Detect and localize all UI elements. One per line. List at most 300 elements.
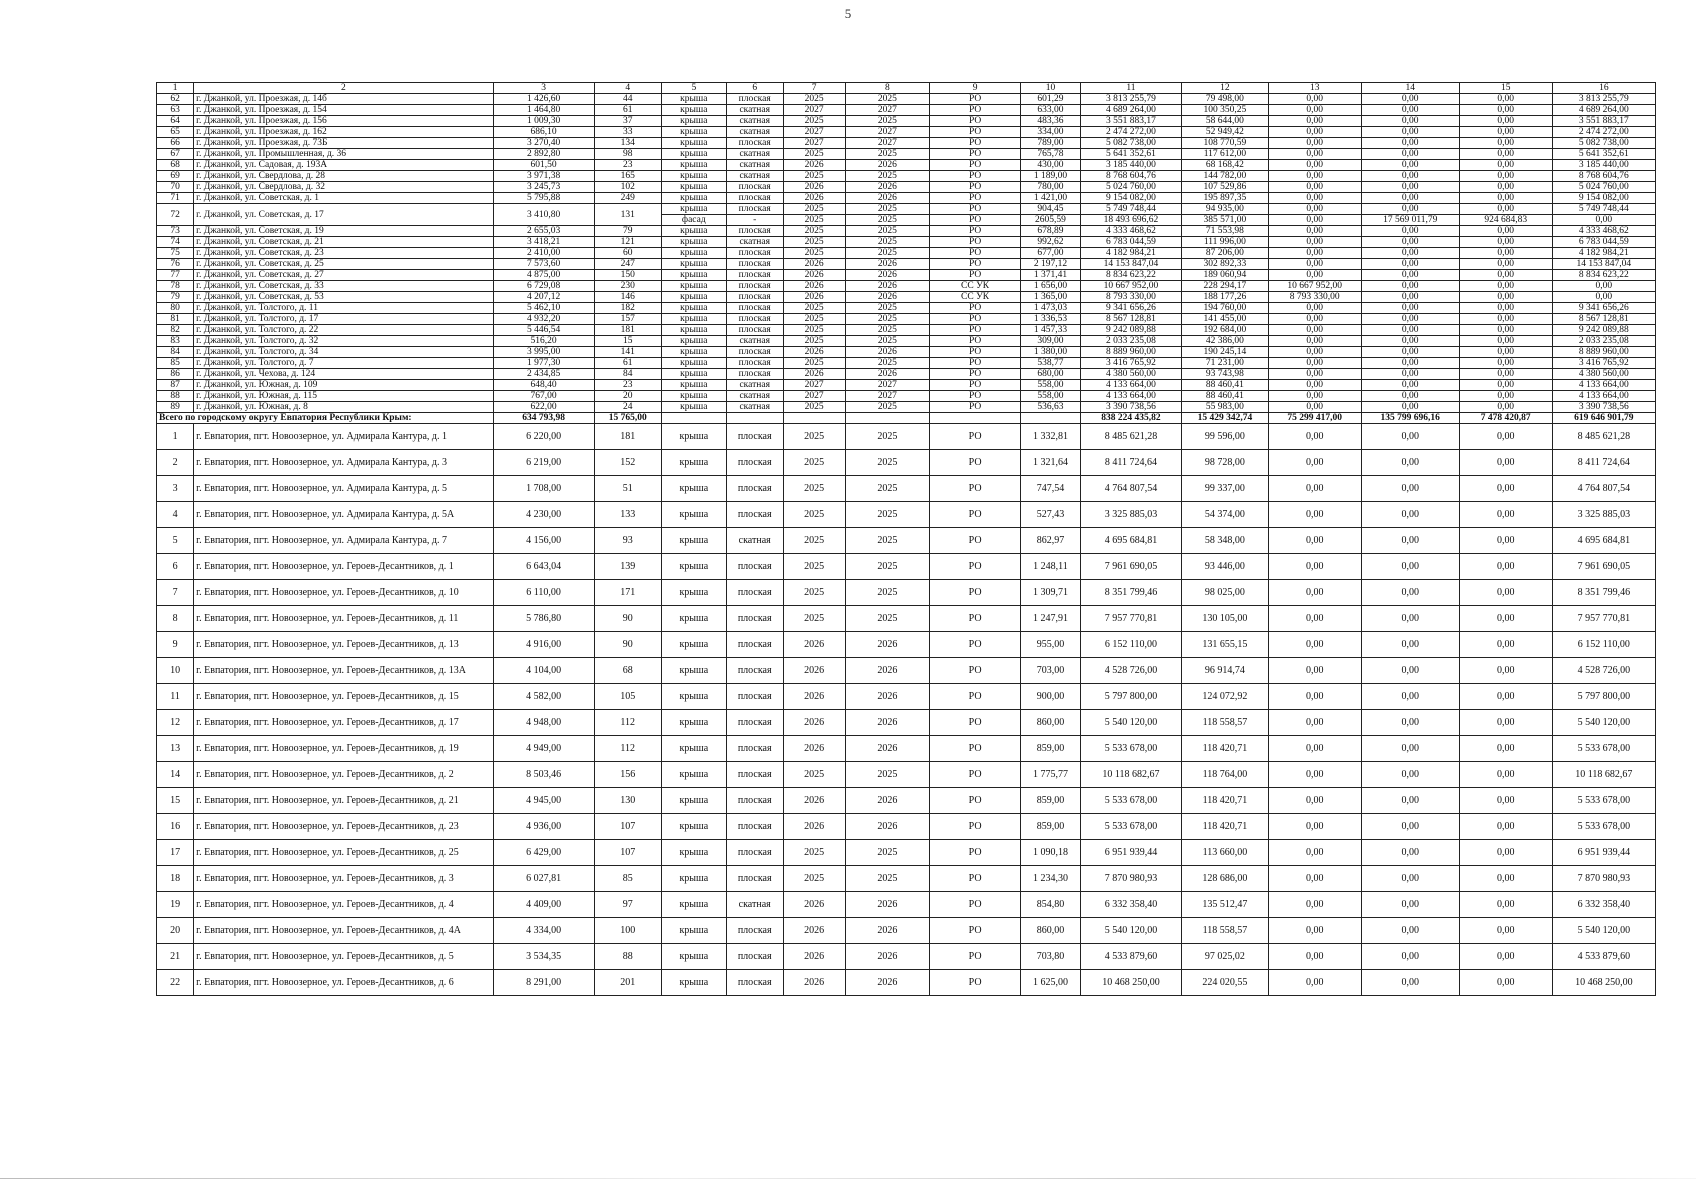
row-number-cell: 62 <box>157 94 194 105</box>
value-cell: 2 410,00 <box>493 248 594 259</box>
address-cell: г. Джанкой, ул. Советская, д. 23 <box>194 248 493 259</box>
value-cell: 98 <box>594 149 661 160</box>
value-cell: 2027 <box>783 391 845 402</box>
value-cell: 118 558,57 <box>1182 918 1269 944</box>
value-cell: плоская <box>726 476 783 502</box>
value-cell: 107 <box>594 840 661 866</box>
column-number-cell: 5 <box>661 83 726 94</box>
value-cell: 2 197,12 <box>1021 259 1081 270</box>
address-cell: г. Джанкой, ул. Проезжая, д. 156 <box>194 116 493 127</box>
value-cell: РО <box>930 580 1021 606</box>
value-cell: 98 025,00 <box>1182 580 1269 606</box>
value-cell: 3 971,38 <box>493 171 594 182</box>
value-cell: 2025 <box>845 325 930 336</box>
value-cell: 648,40 <box>493 380 594 391</box>
value-cell: 7 957 770,81 <box>1080 606 1181 632</box>
value-cell: 5 446,54 <box>493 325 594 336</box>
value-cell: 0,00 <box>1361 502 1459 528</box>
value-cell: 0,00 <box>1459 270 1552 281</box>
value-cell: РО <box>930 788 1021 814</box>
value-cell: 2 033 235,08 <box>1552 336 1655 347</box>
value-cell: 0,00 <box>1459 502 1552 528</box>
address-cell: г. Евпатория, пгт. Новоозерное, ул. Героев-Десантников, д. 5 <box>194 944 493 970</box>
value-cell: 0,00 <box>1268 658 1361 684</box>
column-number-cell: 8 <box>845 83 930 94</box>
empty-cell <box>930 413 1021 424</box>
value-cell: 0,00 <box>1268 710 1361 736</box>
value-cell: 0,00 <box>1268 391 1361 402</box>
address-cell: г. Евпатория, пгт. Новоозерное, ул. Героев-Десантников, д. 3 <box>194 866 493 892</box>
value-cell: 5 540 120,00 <box>1080 918 1181 944</box>
repair-program-table <box>156 82 1656 996</box>
value-cell: 2025 <box>783 554 845 580</box>
value-cell: 97 025,02 <box>1182 944 1269 970</box>
value-cell: плоская <box>726 226 783 237</box>
value-cell: 5 540 120,00 <box>1552 918 1655 944</box>
address-cell: г. Евпатория, пгт. Новоозерное, ул. Героев-Десантников, д. 17 <box>194 710 493 736</box>
value-cell: РО <box>930 127 1021 138</box>
value-cell: крыша <box>661 632 726 658</box>
value-cell: плоская <box>726 248 783 259</box>
value-cell: 0,00 <box>1459 814 1552 840</box>
value-cell: 6 027,81 <box>493 866 594 892</box>
value-cell: 128 686,00 <box>1182 866 1269 892</box>
value-cell: 2026 <box>845 710 930 736</box>
value-cell: 102 <box>594 182 661 193</box>
value-cell: 633,00 <box>1021 105 1081 116</box>
value-cell: 4 133 664,00 <box>1080 380 1181 391</box>
value-cell: РО <box>930 866 1021 892</box>
value-cell: 2 434,85 <box>493 369 594 380</box>
value-cell: 0,00 <box>1459 127 1552 138</box>
value-cell: 2027 <box>845 380 930 391</box>
value-cell: 2 033 235,08 <box>1080 336 1181 347</box>
value-cell: 2027 <box>783 105 845 116</box>
value-cell: 0,00 <box>1268 380 1361 391</box>
address-cell: г. Джанкой, ул. Толстого, д. 34 <box>194 347 493 358</box>
value-cell: плоская <box>726 182 783 193</box>
value-cell: 4 528 726,00 <box>1080 658 1181 684</box>
value-cell: 6 152 110,00 <box>1080 632 1181 658</box>
value-cell: 1 234,30 <box>1021 866 1081 892</box>
value-cell: 0,00 <box>1459 292 1552 303</box>
value-cell: 2025 <box>783 840 845 866</box>
value-cell: 61 <box>594 358 661 369</box>
value-cell: 0,00 <box>1268 325 1361 336</box>
table-row <box>157 127 1656 138</box>
row-number-cell: 15 <box>157 788 194 814</box>
value-cell: РО <box>930 358 1021 369</box>
value-cell: 113 660,00 <box>1182 840 1269 866</box>
row-number-cell: 82 <box>157 325 194 336</box>
value-cell: крыша <box>661 814 726 840</box>
value-cell: 0,00 <box>1459 94 1552 105</box>
value-cell: 0,00 <box>1268 554 1361 580</box>
value-cell: РО <box>930 892 1021 918</box>
value-cell: 0,00 <box>1459 358 1552 369</box>
row-number-cell: 65 <box>157 127 194 138</box>
value-cell: скатная <box>726 105 783 116</box>
value-cell: 2026 <box>845 788 930 814</box>
value-cell: 2025 <box>783 606 845 632</box>
value-cell: 0,00 <box>1361 347 1459 358</box>
value-cell: РО <box>930 710 1021 736</box>
value-cell: 900,00 <box>1021 684 1081 710</box>
value-cell: 99 596,00 <box>1182 424 1269 450</box>
value-cell: РО <box>930 450 1021 476</box>
value-cell: плоская <box>726 580 783 606</box>
value-cell: 4 182 984,21 <box>1552 248 1655 259</box>
value-cell: 9 154 082,00 <box>1080 193 1181 204</box>
value-cell: 0,00 <box>1361 814 1459 840</box>
value-cell: 20 <box>594 391 661 402</box>
value-cell: 117 612,00 <box>1182 149 1269 160</box>
value-cell: плоская <box>726 762 783 788</box>
value-cell: плоская <box>726 292 783 303</box>
address-cell: г. Джанкой, ул. Проезжая, д. 14б <box>194 94 493 105</box>
value-cell: плоская <box>726 944 783 970</box>
value-cell: 558,00 <box>1021 380 1081 391</box>
value-cell: 622,00 <box>493 402 594 413</box>
table-row <box>157 270 1656 281</box>
address-cell: г. Евпатория, пгт. Новоозерное, ул. Героев-Десантников, д. 21 <box>194 788 493 814</box>
address-cell: г. Джанкой, ул. Толстого, д. 32 <box>194 336 493 347</box>
row-number-cell: 74 <box>157 237 194 248</box>
value-cell: 0,00 <box>1552 215 1655 226</box>
value-cell: 2026 <box>845 347 930 358</box>
value-cell: 139 <box>594 554 661 580</box>
value-cell: 2 655,03 <box>493 226 594 237</box>
value-cell: 0,00 <box>1268 450 1361 476</box>
value-cell: 4 409,00 <box>493 892 594 918</box>
value-cell: 0,00 <box>1459 528 1552 554</box>
value-cell: 0,00 <box>1268 736 1361 762</box>
table-row <box>157 402 1656 413</box>
value-cell: 58 644,00 <box>1182 116 1269 127</box>
value-cell: РО <box>930 259 1021 270</box>
value-cell: 2025 <box>783 149 845 160</box>
row-number-cell: 14 <box>157 762 194 788</box>
value-cell: 3 551 883,17 <box>1552 116 1655 127</box>
value-cell: РО <box>930 402 1021 413</box>
value-cell: 0,00 <box>1361 116 1459 127</box>
table-row <box>157 105 1656 116</box>
row-number-cell: 68 <box>157 160 194 171</box>
value-cell: 2026 <box>783 270 845 281</box>
value-cell: 112 <box>594 736 661 762</box>
value-cell: 2025 <box>845 204 930 215</box>
address-cell: г. Евпатория, пгт. Новоозерное, ул. Героев-Десантников, д. 4 <box>194 892 493 918</box>
value-cell: 14 153 847,04 <box>1080 259 1181 270</box>
value-cell: 0,00 <box>1459 248 1552 259</box>
value-cell: 4 695 684,81 <box>1080 528 1181 554</box>
table-row <box>157 892 1656 918</box>
value-cell: 0,00 <box>1268 788 1361 814</box>
value-cell: 0,00 <box>1268 215 1361 226</box>
value-cell: 677,00 <box>1021 248 1081 259</box>
value-cell: плоская <box>726 138 783 149</box>
value-cell: 8 768 604,76 <box>1552 171 1655 182</box>
value-cell: 2025 <box>845 248 930 259</box>
value-cell: 88 460,41 <box>1182 391 1269 402</box>
total-value: 838 224 435,82 <box>1080 413 1181 424</box>
value-cell: 4 533 879,60 <box>1552 944 1655 970</box>
column-number-cell: 7 <box>783 83 845 94</box>
value-cell: 2025 <box>783 116 845 127</box>
address-cell: г. Джанкой, ул. Советская, д. 19 <box>194 226 493 237</box>
table-row <box>157 450 1656 476</box>
value-cell: 2026 <box>783 814 845 840</box>
value-cell: 1 009,30 <box>493 116 594 127</box>
value-cell: 3 270,40 <box>493 138 594 149</box>
value-cell: 2026 <box>845 944 930 970</box>
value-cell: 5 024 760,00 <box>1552 182 1655 193</box>
value-cell: 2025 <box>845 402 930 413</box>
value-cell: 4 764 807,54 <box>1552 476 1655 502</box>
value-cell: 17 569 011,79 <box>1361 215 1459 226</box>
value-cell: 3 416 765,92 <box>1080 358 1181 369</box>
value-cell: скатная <box>726 160 783 171</box>
value-cell: 0,00 <box>1459 182 1552 193</box>
value-cell: 1 336,53 <box>1021 314 1081 325</box>
value-cell: крыша <box>661 171 726 182</box>
value-cell: 0,00 <box>1268 814 1361 840</box>
value-cell: 0,00 <box>1459 160 1552 171</box>
value-cell: 2025 <box>845 476 930 502</box>
value-cell: 309,00 <box>1021 336 1081 347</box>
value-cell: 2026 <box>783 918 845 944</box>
value-cell: 955,00 <box>1021 632 1081 658</box>
value-cell: крыша <box>661 944 726 970</box>
column-number-cell: 11 <box>1080 83 1181 94</box>
value-cell: плоская <box>726 347 783 358</box>
value-cell: 924 684,83 <box>1459 215 1552 226</box>
row-number-cell: 2 <box>157 450 194 476</box>
value-cell: 118 420,71 <box>1182 788 1269 814</box>
value-cell: 2025 <box>845 314 930 325</box>
value-cell: 680,00 <box>1021 369 1081 380</box>
value-cell: 3 813 255,79 <box>1080 94 1181 105</box>
value-cell: 150 <box>594 270 661 281</box>
value-cell: 107 529,86 <box>1182 182 1269 193</box>
value-cell: 10 468 250,00 <box>1080 970 1181 996</box>
value-cell: 0,00 <box>1268 160 1361 171</box>
value-cell: 156 <box>594 762 661 788</box>
value-cell: 2026 <box>845 632 930 658</box>
value-cell: 2025 <box>783 762 845 788</box>
value-cell: 118 764,00 <box>1182 762 1269 788</box>
value-cell: 678,89 <box>1021 226 1081 237</box>
value-cell: 0,00 <box>1552 292 1655 303</box>
value-cell: 6 332 358,40 <box>1080 892 1181 918</box>
value-cell: 0,00 <box>1361 424 1459 450</box>
value-cell: 0,00 <box>1268 259 1361 270</box>
value-cell: 2025 <box>783 237 845 248</box>
value-cell: - <box>726 215 783 226</box>
value-cell: 0,00 <box>1459 476 1552 502</box>
value-cell: 2026 <box>783 684 845 710</box>
value-cell: 2026 <box>845 736 930 762</box>
value-cell: 0,00 <box>1361 788 1459 814</box>
value-cell: 2026 <box>783 182 845 193</box>
value-cell: 0,00 <box>1459 303 1552 314</box>
value-cell: скатная <box>726 336 783 347</box>
value-cell: 2025 <box>845 502 930 528</box>
value-cell: 5 786,80 <box>493 606 594 632</box>
value-cell: 8 411 724,64 <box>1080 450 1181 476</box>
dzhankoy-rows <box>157 94 1656 424</box>
value-cell: 0,00 <box>1361 314 1459 325</box>
row-number-cell: 5 <box>157 528 194 554</box>
value-cell: плоская <box>726 970 783 996</box>
table-row <box>157 358 1656 369</box>
value-cell: 0,00 <box>1361 149 1459 160</box>
value-cell: 765,78 <box>1021 149 1081 160</box>
value-cell: 5 540 120,00 <box>1552 710 1655 736</box>
value-cell: 10 667 952,00 <box>1080 281 1181 292</box>
value-cell: 0,00 <box>1459 336 1552 347</box>
value-cell: 2026 <box>845 281 930 292</box>
value-cell: 0,00 <box>1361 325 1459 336</box>
value-cell: 2025 <box>783 303 845 314</box>
value-cell: 3 410,80 <box>493 204 594 226</box>
value-cell: крыша <box>661 105 726 116</box>
value-cell: 2025 <box>783 402 845 413</box>
value-cell: 601,50 <box>493 160 594 171</box>
value-cell: 4 689 264,00 <box>1552 105 1655 116</box>
value-cell: 0,00 <box>1361 606 1459 632</box>
value-cell: 6 951 939,44 <box>1552 840 1655 866</box>
value-cell: 0,00 <box>1459 450 1552 476</box>
value-cell: 0,00 <box>1459 658 1552 684</box>
value-cell: 2027 <box>783 138 845 149</box>
table-row <box>157 226 1656 237</box>
value-cell: 10 468 250,00 <box>1552 970 1655 996</box>
value-cell: плоская <box>726 450 783 476</box>
value-cell: РО <box>930 94 1021 105</box>
value-cell: 4 380 560,00 <box>1552 369 1655 380</box>
value-cell: 4 695 684,81 <box>1552 528 1655 554</box>
value-cell: 0,00 <box>1459 892 1552 918</box>
column-number-cell: 3 <box>493 83 594 94</box>
value-cell: 181 <box>594 325 661 336</box>
value-cell: 0,00 <box>1268 336 1361 347</box>
value-cell: 105 <box>594 684 661 710</box>
value-cell: 2027 <box>845 127 930 138</box>
table-row <box>157 380 1656 391</box>
value-cell: 4 949,00 <box>493 736 594 762</box>
table-row <box>157 606 1656 632</box>
value-cell: РО <box>930 369 1021 380</box>
value-cell: 7 870 980,93 <box>1552 866 1655 892</box>
table-row <box>157 138 1656 149</box>
value-cell: 0,00 <box>1459 116 1552 127</box>
value-cell: 15 <box>594 336 661 347</box>
value-cell: 2025 <box>783 580 845 606</box>
value-cell: 118 558,57 <box>1182 710 1269 736</box>
row-number-cell: 81 <box>157 314 194 325</box>
total-value: 75 299 417,00 <box>1268 413 1361 424</box>
value-cell: 2025 <box>783 215 845 226</box>
value-cell: СС УК <box>930 292 1021 303</box>
value-cell: 4 156,00 <box>493 528 594 554</box>
value-cell: 0,00 <box>1361 840 1459 866</box>
value-cell: 87 206,00 <box>1182 248 1269 259</box>
value-cell: 8 503,46 <box>493 762 594 788</box>
table-row <box>157 237 1656 248</box>
value-cell: РО <box>930 314 1021 325</box>
table-row <box>157 632 1656 658</box>
total-label: Всего по городскому округу Евпатория Республики Крым: <box>157 413 494 424</box>
value-cell: 1 321,64 <box>1021 450 1081 476</box>
value-cell: 100 <box>594 918 661 944</box>
value-cell: крыша <box>661 380 726 391</box>
value-cell: 5 795,88 <box>493 193 594 204</box>
value-cell: 992,62 <box>1021 237 1081 248</box>
value-cell: 3 813 255,79 <box>1552 94 1655 105</box>
value-cell: 68 168,42 <box>1182 160 1269 171</box>
table-row <box>157 149 1656 160</box>
value-cell: крыша <box>661 450 726 476</box>
value-cell: 2025 <box>845 215 930 226</box>
value-cell: 228 294,17 <box>1182 281 1269 292</box>
value-cell: 1 332,81 <box>1021 424 1081 450</box>
value-cell: 3 245,73 <box>493 182 594 193</box>
value-cell: 2027 <box>845 105 930 116</box>
value-cell: 0,00 <box>1268 116 1361 127</box>
total-area: 634 793,98 <box>493 413 594 424</box>
value-cell: 859,00 <box>1021 788 1081 814</box>
value-cell: 0,00 <box>1361 105 1459 116</box>
value-cell: плоская <box>726 193 783 204</box>
value-cell: крыша <box>661 554 726 580</box>
address-cell: г. Евпатория, пгт. Новоозерное, ул. Героев-Десантников, д. 10 <box>194 580 493 606</box>
value-cell: 2025 <box>845 762 930 788</box>
value-cell: 1 090,18 <box>1021 840 1081 866</box>
address-cell: г. Джанкой, ул. Советская, д. 17 <box>194 204 493 226</box>
value-cell: 4 932,20 <box>493 314 594 325</box>
value-cell: крыша <box>661 528 726 554</box>
value-cell: крыша <box>661 736 726 762</box>
value-cell: 767,00 <box>493 391 594 402</box>
row-number-cell: 71 <box>157 193 194 204</box>
value-cell: скатная <box>726 171 783 182</box>
value-cell: 0,00 <box>1361 944 1459 970</box>
value-cell: 195 897,35 <box>1182 193 1269 204</box>
value-cell: 0,00 <box>1361 193 1459 204</box>
value-cell: 6 951 939,44 <box>1080 840 1181 866</box>
value-cell: крыша <box>661 866 726 892</box>
address-cell: г. Евпатория, пгт. Новоозерное, ул. Героев-Десантников, д. 1 <box>194 554 493 580</box>
value-cell: крыша <box>661 116 726 127</box>
value-cell: РО <box>930 248 1021 259</box>
value-cell: плоская <box>726 606 783 632</box>
address-cell: г. Джанкой, ул. Чехова, д. 124 <box>194 369 493 380</box>
value-cell: 0,00 <box>1268 314 1361 325</box>
value-cell: 334,00 <box>1021 127 1081 138</box>
value-cell: 24 <box>594 402 661 413</box>
value-cell: 0,00 <box>1268 762 1361 788</box>
value-cell: 0,00 <box>1361 450 1459 476</box>
value-cell: 516,20 <box>493 336 594 347</box>
value-cell: 124 072,92 <box>1182 684 1269 710</box>
value-cell: скатная <box>726 528 783 554</box>
value-cell: 0,00 <box>1268 606 1361 632</box>
value-cell: 2605,59 <box>1021 215 1081 226</box>
value-cell: скатная <box>726 391 783 402</box>
value-cell: 23 <box>594 160 661 171</box>
value-cell: 0,00 <box>1459 944 1552 970</box>
